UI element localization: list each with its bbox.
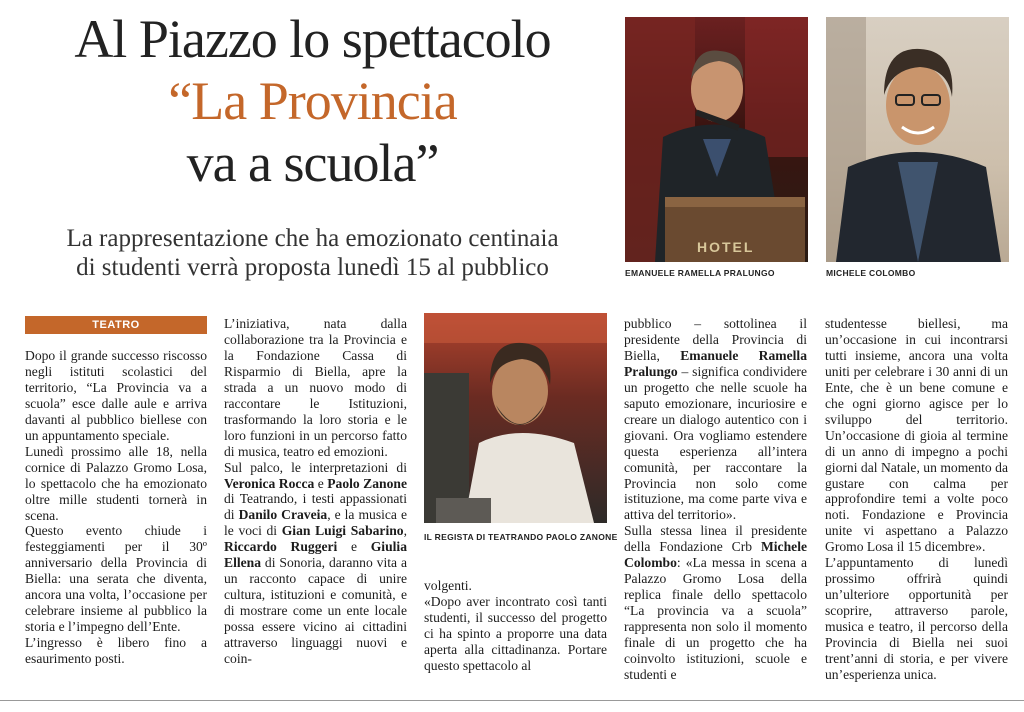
text-run: , e la musica e le voci di [224,507,407,539]
text-run: pubblico – sottolinea il presidente della Provincia di Biella, [624,316,807,363]
zanone-portrait-illustration [424,313,607,523]
article-column-5 [825,316,1008,683]
article-column-3 [424,578,607,674]
lectern-hotel-text: HOTEL [697,239,755,255]
person-name: Danilo Craveia [238,507,328,523]
col1-paragraph: L’ingresso è libero fino a esaurimento posti. [25,635,207,667]
text-run: di Teatrando, i testi appassionati di [224,491,407,523]
person-name: Gian Luigi Sabarino [281,523,404,539]
article-column-4 [624,316,807,683]
col4-paragraph [624,316,807,523]
subheadline [10,224,615,282]
text-run: , [403,523,407,539]
page-bottom-rule [0,700,1024,701]
col2-paragraph: L’iniziativa, nata dalla collaborazione tra la Provincia e la Fondazione Cassa di Risparmio di Biella, apre la strada a un nuovo modo di raccontare le Istituzioni, trasformando la loro storia e le loro funzioni in un percorso fatto di musica, teatro ed emozioni. [224,316,407,459]
subheadline-line-1: La rappresentazione che ha emozionato centinaia [66,225,559,252]
person-name: Michele Colombo [624,539,807,571]
colombo-portrait-illustration [826,17,1009,262]
caption-zanone: IL REGISTA DI TEATRANDO PAOLO ZANONE [424,532,618,542]
article-column-1 [25,348,207,667]
caption-colombo: MICHELE COLOMBO [826,268,916,278]
person-name: Riccardo Ruggeri [224,539,338,555]
col4-paragraph [624,523,807,683]
section-label-teatro: TEATRO [25,316,207,334]
headline-accent: La Provincia [191,71,457,131]
col3-paragraph: volgenti. [424,578,472,593]
ramella-portrait-illustration [625,17,808,262]
headline-line-1: Al Piazzo lo spettacolo [74,9,551,69]
text-run: Sulla stessa linea il presidente della Fondazione Crb [624,523,807,555]
person-name: Giulia Ellena [224,539,407,571]
headline-line-2 [10,70,615,132]
col5-paragraph: L’appuntamento di lunedì prossimo offrirà quindi un’ulteriore opportunità per scoprire, attraverso parole, musica e teatro, il percorso della Provincia di Biella nei suoi trent’anni di storia, e per vivere un’esperienza unica. [825,555,1008,682]
subheadline-line-2: di studenti verrà proposta lunedì 15 al pubblico [76,254,549,281]
headline-quote-open: “ [168,71,192,131]
person-name: Emanuele Ramella Pralungo [624,347,808,379]
text-run: e [337,539,371,555]
text-run: di Sonoria, daranno vita a un racconto capace di unire cultura, istituzioni e comunità, e di mostrare come un ente locale possa essere vicino ai cittadini attraverso linguaggi nuovi e coin- [224,555,407,667]
col2-paragraph-credits [224,460,407,667]
person-name: Veronica Rocca [224,475,315,491]
caption-ramella: EMANUELE RAMELLA PRALUNGO [625,268,775,278]
person-name: Paolo Zanone [327,475,407,491]
photo-michele-colombo [826,17,1009,262]
col5-paragraph: studentesse biellesi, ma un’occasione in cui incontrarsi tutti insieme, ancora una volta uniti per celebrare i 30 anni di un Ente, che è un bene comune e che ogni giorno agisce per lo sviluppo del territorio. Un’occasione di gioia al termine di un anno di impegno a pochi giorni dal Natale, un momento da gustare con calma per approfondire temi a volte poco noti. Fondazione e Provincia unite vi aspettano a Palazzo Gromo Losa il 15 dicembre». [825,316,1008,555]
text-run: – significa condividere un progetto che nelle scuole ha saputo emozionare, incuriosire e creare un dialogo autentico con i giovani. Ora vogliamo estendere questa esperienza all’intera comunità, per raccontare la Provincia non solo come istituzione, ma come parte viva e attiva del territorio». [624,363,807,523]
col1-paragraph: Questo evento chiude i festeggiamenti per il 30º anniversario della Provincia di Biella: una serata che diventa, ancora una volta, l’occasione per celebrare insieme al pubblico la storia e l’impegno dell’Ente. [25,523,207,635]
text-run: : «La messa in scena a Palazzo Gromo Losa della replica finale dello spettacolo “La provincia va a scuola” rappresenta non solo il momento finale di un progetto che ha coinvolto istituzioni, scuole e studenti e [624,555,807,682]
photo-ramella-pralungo [625,17,808,262]
col3-paragraph: «Dopo aver incontrato così tanti studenti, il successo del progetto ci ha spinto a proporre una data aperta alla cittadinanza. Portare questo spettacolo al [424,593,607,673]
article-column-2 [224,316,407,667]
photo-paolo-zanone [424,313,607,523]
headline [10,8,615,194]
col1-paragraph: Lunedì prossimo alle 18, nella cornice di Palazzo Gromo Losa, lo spettacolo che ha emozionato oltre mille studenti tornerà in scena. [25,443,207,523]
headline-line-3: va a scuola” [186,133,439,193]
col1-paragraph: Dopo il grande successo riscosso negli istituti scolastici del territorio, “La Provincia va a scuola” esce dalle aule e arriva davanti al pubblico biellese con un appuntamento speciale. [25,348,207,443]
text-run: e [314,475,328,491]
text-run: Sul palco, le interpretazioni di [224,459,407,475]
